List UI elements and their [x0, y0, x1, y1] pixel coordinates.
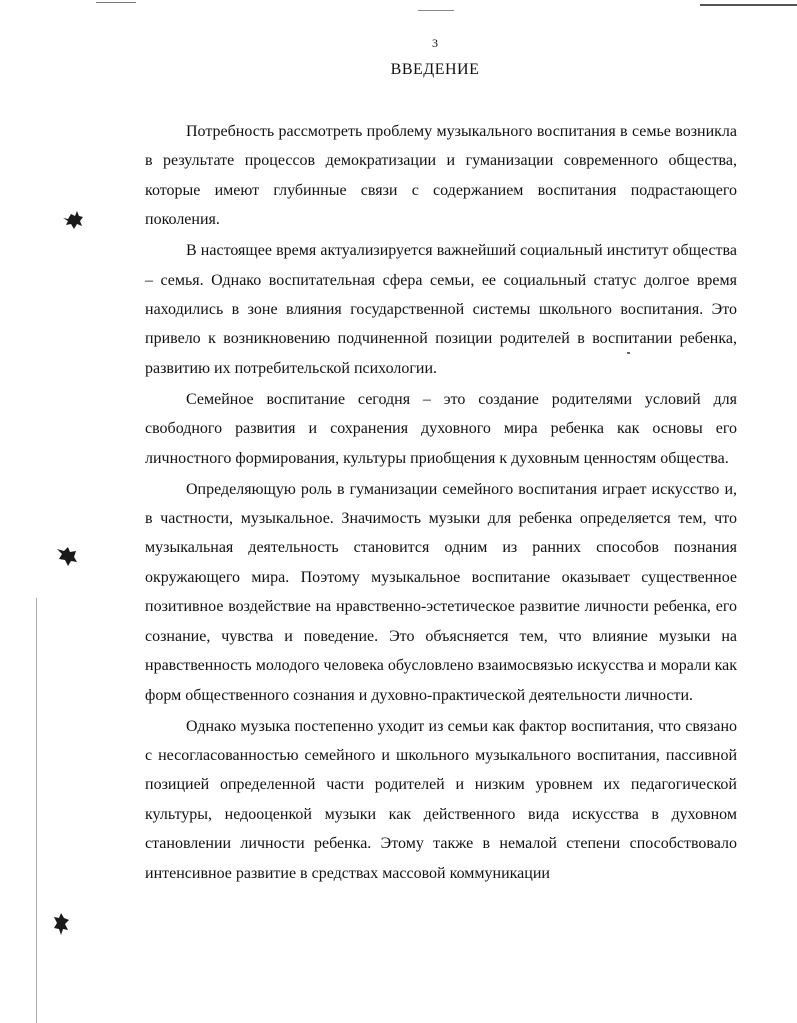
paragraph: Однако музыка постепенно уходит из семьи как фактор воспитания, что связано с несогласованностью семейного и школьного музыкального воспитания, пассивной позицией определенной части родителей и низким уровнем их педагогической культуры, недооценкой музыки как действенного вида искусства в духовном становлении личности ребенка. Этому также в немалой степени способствовало интенсивное развитие в средствах массовой коммуникации: [145, 717, 737, 882]
ink-blot-icon: [62, 210, 84, 230]
scan-artifact-bar: [700, 4, 797, 6]
ink-blot-icon: [56, 545, 78, 567]
scan-artifact-dash: [418, 10, 454, 11]
paragraph: Потребность рассмотреть проблему музыкального воспитания в семье возникла в результате процессов демократизации и гуманизации современного общества, которые имеют глубинные связи с содержанием воспитания подрастающего поколения.: [145, 123, 737, 229]
ink-blot-icon: [52, 912, 70, 936]
paragraph: Семейное воспитание сегодня – это создание родителями условий для свободного развития и сохранения духовного мира ребенка как основы его личностного формирования, культуры приобщения к духовным ценностям общества.: [145, 390, 737, 467]
body-text: [145, 117, 737, 890]
binding-edge-line: [36, 598, 37, 1023]
scan-artifact-line: [96, 2, 136, 3]
paragraph: Определяющую роль в гуманизации семейного воспитания играет искусство и, в частности, музыкальное. Значимость музыки для ребенка определяется тем, что музыкальная деятельность становится одним из ранних способов познания окружающего мира. Поэтому музыкальное воспитание оказывает существенное позитивное воздействие на нравственно-эстетическое развитие личности ребенка, его сознание, чувства и поведение. Это объясняется тем, что влияние музыки на нравственность молодого человека обусловлено взаимосвязью искусства и морали как форм общественного сознания и духовно-практической деятельности личности.: [145, 480, 737, 704]
page-title: ВВЕДЕНИЕ: [390, 61, 480, 78]
paragraph: В настоящее время актуализируется важнейший социальный институт общества – семья. Однако воспитательная сфера семьи, ее социальный статус долгое время находились в зоне влияния государственной системы школьного воспитания. Это привело к возникновению подчиненной позиции родителей в воспитании ребенка, развитию их потребительской психологии.: [145, 242, 737, 377]
page-number: 3: [432, 36, 438, 50]
